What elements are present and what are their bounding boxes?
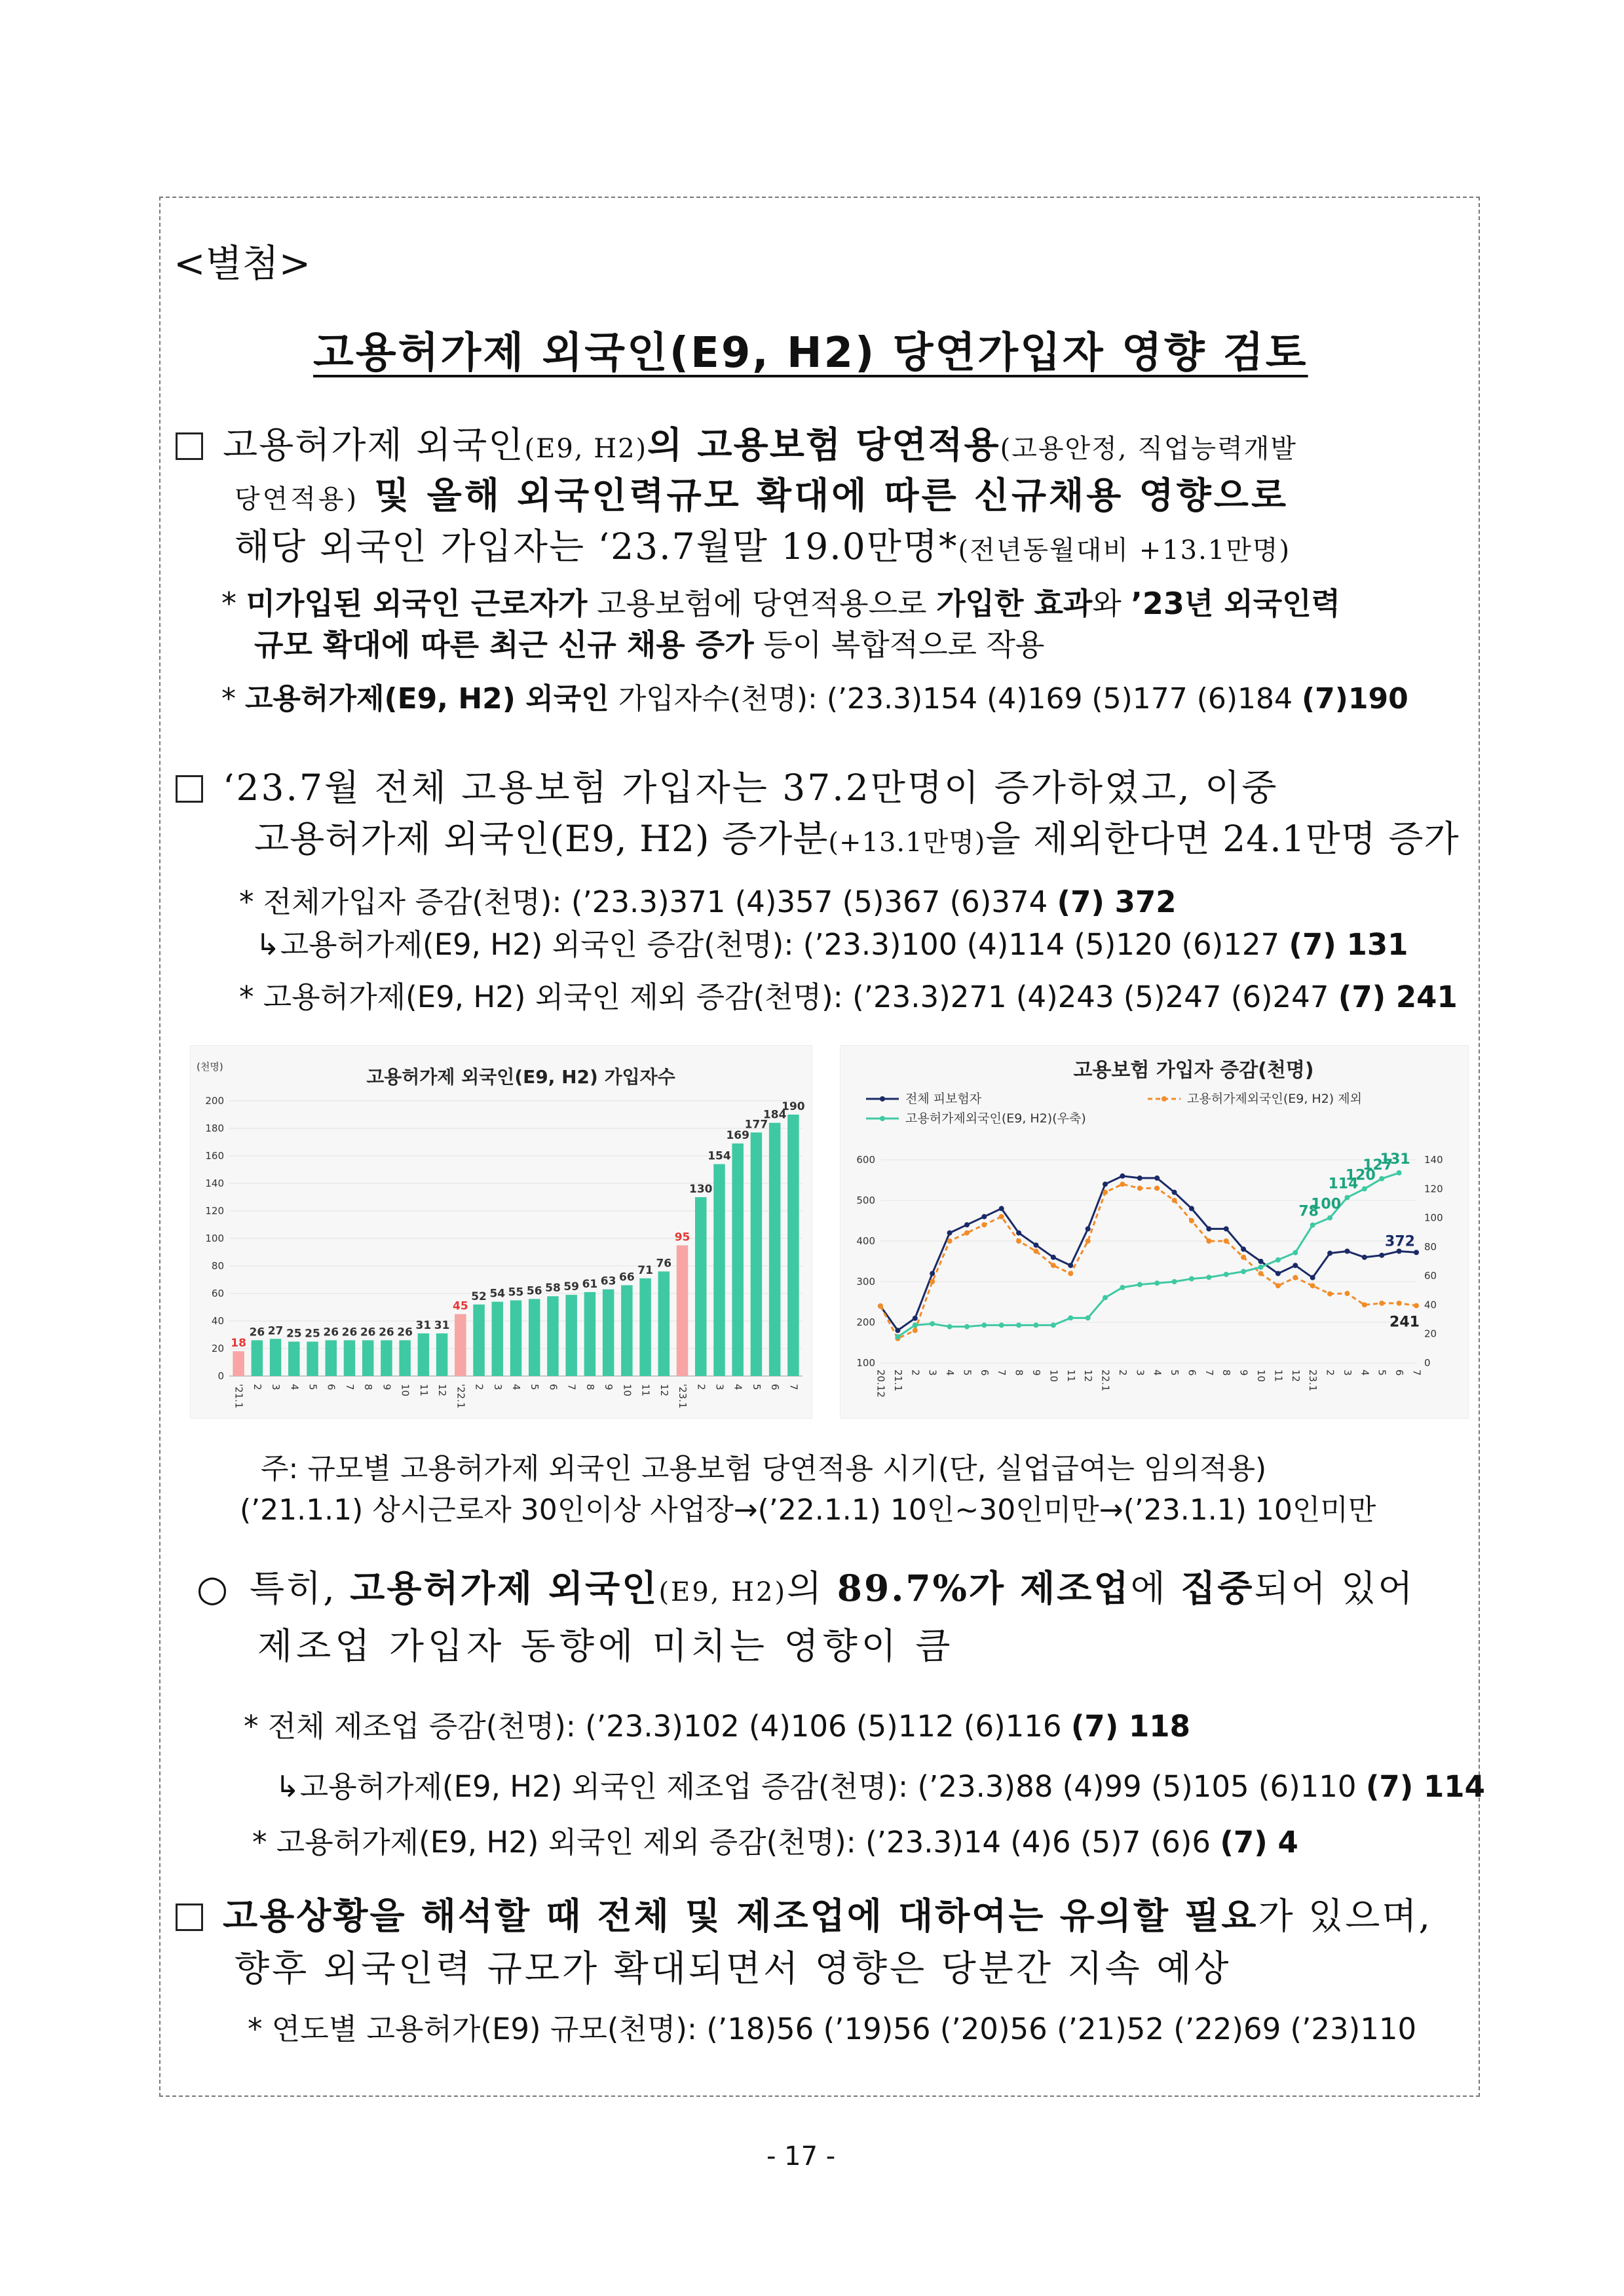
chart-1-y-tick: 80	[211, 1260, 224, 1272]
chart-2-x-tick: 3	[1134, 1369, 1146, 1376]
chart-2-x-tick: 9	[1237, 1369, 1250, 1376]
chart-2-point	[1016, 1231, 1021, 1236]
chart-1-x-tick: 5	[307, 1384, 319, 1390]
chart-2-point	[930, 1279, 935, 1284]
chart-1-x-tick: '23.1	[677, 1384, 689, 1409]
chart-1-bar	[399, 1340, 411, 1376]
bullet-circle-icon: ○	[197, 1567, 230, 1609]
chart-1-x-tick: 2	[473, 1384, 485, 1390]
chart-1-bar	[658, 1271, 670, 1376]
chart-2-point	[1086, 1226, 1091, 1231]
chart-1-bar	[713, 1164, 725, 1376]
chart-2-x-tick: 10	[1048, 1369, 1060, 1383]
section-1-note-1a: * 미가입된 외국인 근로자가 고용보험에 당연적용으로 가입한 효과와 ’23년 외국인력	[221, 586, 1341, 621]
chart-2-point-label: 120	[1345, 1167, 1376, 1184]
chart-2-legend-marker	[1161, 1096, 1167, 1101]
chart-1-data-label: 26	[379, 1326, 394, 1339]
chart-2-point	[1016, 1322, 1021, 1328]
chart-1-bar	[270, 1339, 282, 1376]
chart-2-point	[1051, 1255, 1056, 1260]
chart-2-point	[1103, 1295, 1108, 1300]
chart-1-x-tick: 5	[750, 1384, 763, 1390]
chart-1-bar	[639, 1278, 651, 1376]
chart-1-data-label: 66	[619, 1271, 635, 1284]
chart-1-y-tick: 60	[211, 1288, 224, 1299]
section-1-line-2: 당연적용) 및 올해 외국인력규모 확대에 따른 신규채용 영향으로	[235, 474, 1289, 516]
chart-2-point	[947, 1231, 953, 1236]
chart-2-point	[947, 1238, 953, 1244]
chart-1-y-tick: 40	[211, 1315, 224, 1327]
section-4-line-2: 향후 외국인력 규모가 확대되면서 영향은 당분간 지속 예상	[235, 1947, 1232, 1989]
chart-1-bar	[381, 1340, 392, 1376]
chart-1-data-label: 52	[471, 1290, 487, 1303]
chart-2-point	[895, 1328, 900, 1333]
chart-1-x-tick: 7	[343, 1384, 356, 1390]
chart-2-x-tick: 5	[1376, 1369, 1388, 1376]
chart-1-data-label: 26	[341, 1326, 358, 1339]
chart-2-point	[1344, 1291, 1350, 1296]
chart-2-point	[964, 1231, 970, 1236]
section-2-note-2: ↳고용허가제(E9, H2) 외국인 증감(천명): (’23.3)100 (4)114 (5)120 (6)127 (7) 131	[255, 927, 1408, 962]
chart-2-point	[895, 1334, 900, 1339]
chart-1-x-tick: 3	[491, 1384, 504, 1390]
chart-1-data-label: 31	[415, 1318, 432, 1332]
chart-2-point	[1224, 1238, 1229, 1244]
chart-2-point	[878, 1303, 883, 1309]
chart-1-bar	[547, 1296, 559, 1376]
chart-note-line-2: (’21.1.1) 상시근로자 30인이상 사업장→(’22.1.1) 10인~30인미만→(’23.1.1) 10인미만	[240, 1493, 1376, 1527]
chart-1-y-tick: 0	[217, 1370, 224, 1382]
page-number: - 17 -	[766, 2141, 836, 2172]
chart-2-x-tick: 23.1	[1307, 1369, 1319, 1392]
chart-2-point	[1241, 1246, 1246, 1252]
chart-1-bar	[455, 1314, 466, 1377]
chart-1-data-label: 190	[782, 1100, 805, 1113]
chart-1-data-label: 26	[249, 1326, 265, 1339]
chart-2-point	[1310, 1283, 1315, 1288]
chart-2-x-tick: 12	[1289, 1369, 1302, 1383]
chart-1-x-tick: 9	[603, 1384, 615, 1390]
chart-1-x-tick: 12	[658, 1384, 670, 1397]
chart-2-point	[1379, 1301, 1384, 1306]
chart-2-point	[1016, 1238, 1021, 1244]
chart-2-point	[1258, 1271, 1264, 1276]
chart-1-data-label: 59	[563, 1280, 580, 1294]
chart-2-point	[913, 1328, 918, 1333]
chart-1-bar	[787, 1115, 799, 1376]
chart-1-x-tick: 2	[251, 1384, 263, 1390]
chart-2-point	[981, 1222, 987, 1227]
section-4-note-1: * 연도별 고용허가(E9) 규모(천명): (’18)56 (’19)56 (’20)56 (’21)52 (’22)69 (’23)110	[248, 2012, 1417, 2046]
chart-1-x-tick: 11	[639, 1384, 652, 1397]
chart-1-x-tick: '21.1	[233, 1384, 245, 1409]
chart-2-point	[1103, 1190, 1108, 1195]
chart-1-x-tick: '22.1	[455, 1384, 467, 1409]
chart-2-point	[1224, 1272, 1229, 1277]
chart-1-bar	[473, 1305, 485, 1376]
chart-2-x-tick: 8	[1220, 1369, 1233, 1376]
chart-2-x-tick: 21.1	[892, 1369, 904, 1392]
chart-1-data-label: 61	[582, 1277, 598, 1291]
chart-note-line-1: 주: 규모별 고용허가제 외국인 고용보험 당연적용 시기(단, 실업급여는 임의적용)	[261, 1452, 1267, 1485]
chart-2-title: 고용보험 가입자 증감(천명)	[1073, 1059, 1314, 1082]
chart-2-x-tick: 7	[1410, 1369, 1423, 1376]
chart-2-point	[913, 1322, 918, 1328]
chart-2-point	[1086, 1315, 1091, 1320]
chart-2-point	[1068, 1271, 1073, 1276]
section-3-note-1: * 전체 제조업 증감(천명): (’23.3)102 (4)106 (5)112 (6)116 (7) 118	[244, 1709, 1190, 1744]
chart-2-point	[1206, 1274, 1211, 1280]
chart-1-x-tick: 11	[417, 1384, 430, 1397]
chart-2-point	[913, 1316, 918, 1321]
chart-1-bar	[288, 1342, 300, 1377]
chart-2-x-tick: 8	[1013, 1369, 1025, 1376]
chart-2-point	[1241, 1269, 1246, 1274]
checkbox-square-icon	[176, 775, 203, 803]
chart-2-point	[1206, 1238, 1211, 1244]
chart-2-point	[1293, 1263, 1298, 1268]
chart-2-point	[1189, 1276, 1194, 1282]
chart-2-point	[1258, 1265, 1264, 1270]
chart-2-y-right-tick: 20	[1424, 1328, 1437, 1340]
chart-1-x-tick: 4	[732, 1384, 744, 1390]
section-2-line-2: 고용허가제 외국인(E9, H2) 증가분(+13.1만명)을 제외한다면 24.1만명 증가	[254, 818, 1460, 860]
chart-1-data-label: 31	[434, 1318, 450, 1332]
section-1-line-1: 고용허가제 외국인(E9, H2)의 고용보험 당연적용(고용안정, 직업능력개발	[176, 416, 1297, 468]
chart-1-x-tick: 6	[325, 1384, 337, 1390]
chart-2-point	[1137, 1176, 1142, 1181]
chart-2-point	[1051, 1263, 1056, 1268]
chart-1-y-tick: 200	[205, 1095, 224, 1107]
chart-2-point	[1310, 1275, 1315, 1280]
chart-2-x-tick: 7	[996, 1369, 1008, 1376]
chart-2-end-label-total: 372	[1385, 1233, 1415, 1250]
chart-1-y-tick: 140	[205, 1177, 224, 1189]
chart-1-data-label: 71	[637, 1263, 653, 1277]
chart-2-y-right-tick: 0	[1424, 1357, 1431, 1369]
chart-1-bar	[418, 1333, 430, 1376]
chart-2-legend-label: 전체 피보험자	[905, 1092, 982, 1106]
chart-2-point	[1051, 1322, 1056, 1328]
chart-2-point	[1172, 1279, 1177, 1284]
chart-2-point	[1414, 1303, 1419, 1309]
chart-1-bar	[751, 1132, 763, 1376]
chart-2-y-right-tick: 80	[1424, 1240, 1437, 1253]
chart-1-x-tick: 8	[362, 1384, 375, 1390]
chart-2-point	[930, 1321, 935, 1326]
chart-1-bar	[436, 1333, 448, 1376]
chart-1-x-tick: 4	[510, 1384, 522, 1390]
chart-2-y-left-tick: 200	[856, 1316, 875, 1328]
chart-2-y-left-tick: 600	[856, 1154, 875, 1166]
chart-2-point	[1258, 1259, 1264, 1264]
chart-2-point	[1086, 1238, 1091, 1244]
chart-2-point	[1241, 1255, 1246, 1260]
chart-1-title: 고용허가제 외국인(E9, H2) 가입자수	[366, 1066, 675, 1088]
chart-1-data-label: 63	[600, 1274, 616, 1288]
chart-2-point	[1120, 1181, 1125, 1187]
chart-1-bar	[584, 1292, 596, 1376]
chart-2-point-label: 100	[1311, 1196, 1342, 1213]
attachment-label: <별첨>	[174, 241, 311, 286]
chart-1-bar	[603, 1290, 614, 1376]
chart-2-x-tick: 2	[1116, 1369, 1129, 1376]
chart-2-point	[1327, 1292, 1332, 1297]
chart-2-point	[1344, 1249, 1350, 1254]
chart-2-point-label: 127	[1363, 1157, 1393, 1174]
chart-2-point	[1189, 1206, 1194, 1211]
chart-2-point	[964, 1324, 970, 1330]
chart-1-x-tick: 3	[270, 1384, 282, 1390]
chart-1-data-label: 55	[508, 1286, 524, 1299]
section-3-line-2: 제조업 가입자 동향에 미치는 영향이 큼	[257, 1625, 954, 1667]
chart-2-x-tick: 11	[1272, 1369, 1285, 1383]
chart-2-legend-label: 고용허가제외국인(E9, H2) 제외	[1187, 1092, 1362, 1106]
chart-1-y-tick: 100	[205, 1233, 224, 1244]
chart-1-x-tick: 5	[529, 1384, 541, 1390]
chart-2-y-left-tick: 100	[856, 1357, 875, 1369]
section-4-line-1: 고용상황을 해석할 때 전체 및 제조업에 대하여는 유의할 필요가 있으며,	[176, 1887, 1432, 1939]
chart-2-y-right-tick: 120	[1424, 1183, 1443, 1195]
chart-2-x-tick: 3	[1341, 1369, 1353, 1376]
chart-2-point	[1206, 1226, 1211, 1231]
chart-2-y-left-tick: 300	[856, 1276, 875, 1288]
section-2-line-1: ‘23.7월 전체 고용보험 가입자는 37.2만명이 증가하였고, 이중	[176, 759, 1279, 811]
chart-1-bar	[510, 1301, 522, 1377]
chart-2-point	[1327, 1215, 1332, 1221]
chart-2-point	[1033, 1249, 1038, 1254]
chart-2-point-label: 114	[1328, 1176, 1359, 1193]
checkbox-square-icon	[176, 1904, 203, 1931]
chart-2-x-tick: 6	[1186, 1369, 1198, 1376]
chart-2-point	[1362, 1255, 1367, 1260]
chart-2-point	[1154, 1280, 1160, 1286]
chart-2-x-tick: 22.1	[1099, 1369, 1112, 1392]
chart-1-x-tick: 3	[713, 1384, 726, 1390]
chart-2-point	[1327, 1251, 1332, 1256]
chart-1-x-tick: 2	[695, 1384, 708, 1390]
chart-1-x-tick: 10	[621, 1384, 633, 1397]
chart-1-bar	[307, 1342, 318, 1377]
chart-2-point	[1172, 1190, 1177, 1195]
chart-2-legend-label: 고용허가제외국인(E9, H2)(우축)	[905, 1111, 1086, 1126]
chart-2-end-label-excl: 241	[1389, 1314, 1420, 1331]
chart-2-point	[1379, 1176, 1384, 1181]
chart-2-point	[1362, 1302, 1367, 1307]
chart-1-bar	[325, 1340, 337, 1376]
chart-1-bar	[695, 1197, 707, 1376]
chart-1-bar	[233, 1351, 244, 1376]
chart-1-bar	[769, 1123, 781, 1376]
chart-1-x-tick: 8	[584, 1384, 596, 1390]
chart-1-data-label: 177	[744, 1118, 768, 1132]
chart-1-bar	[677, 1246, 689, 1377]
chart-2-y-right-tick: 60	[1424, 1270, 1437, 1282]
checkbox-square-icon	[176, 432, 203, 460]
section-3-note-2: ↳고용허가제(E9, H2) 외국인 제조업 증감(천명): (’23.3)88 (4)99 (5)105 (6)110 (7) 114	[275, 1769, 1485, 1804]
chart-2-x-tick: 9	[1030, 1369, 1042, 1376]
chart-2-x-tick: 6	[1393, 1369, 1406, 1376]
bar-chart-enrollees	[190, 1045, 812, 1419]
chart-1-bar	[362, 1340, 374, 1376]
chart-2-point	[1068, 1263, 1073, 1268]
chart-1-y-unit: (천명)	[197, 1061, 223, 1073]
chart-2-point	[999, 1206, 1004, 1211]
chart-1-data-label: 18	[231, 1337, 246, 1350]
line-chart-enrollment-change	[840, 1045, 1469, 1419]
chart-2-point	[1033, 1242, 1038, 1248]
chart-1-bar	[252, 1340, 263, 1376]
chart-2-point	[1379, 1253, 1384, 1258]
chart-2-x-tick: 5	[1169, 1369, 1181, 1376]
chart-2-point	[981, 1214, 987, 1219]
chart-2-x-tick: 6	[978, 1369, 991, 1376]
chart-1-x-tick: 6	[547, 1384, 559, 1390]
chart-2-point	[999, 1214, 1004, 1219]
chart-1-bar	[529, 1299, 540, 1376]
chart-2-point	[1397, 1301, 1402, 1306]
chart-2-y-right-tick: 100	[1424, 1212, 1443, 1224]
chart-2-y-left-tick: 400	[856, 1235, 875, 1247]
chart-1-data-label: 76	[656, 1257, 672, 1271]
chart-2-point	[1154, 1176, 1160, 1181]
chart-2-x-tick: 2	[1324, 1369, 1336, 1376]
chart-2-point	[947, 1324, 953, 1330]
chart-1-data-label: 26	[323, 1326, 339, 1339]
chart-2-point	[1137, 1185, 1142, 1191]
section-2-note-1: * 전체가입자 증감(천명): (’23.3)371 (4)357 (5)367 (6)374 (7) 372	[239, 885, 1177, 919]
chart-2-point	[1275, 1283, 1281, 1288]
chart-1-data-label: 184	[763, 1108, 787, 1122]
chart-2-y-right-tick: 40	[1424, 1299, 1437, 1311]
chart-2-x-tick: 4	[1151, 1369, 1163, 1376]
chart-2-x-tick: 4	[944, 1369, 956, 1376]
chart-2-x-tick: 11	[1065, 1369, 1077, 1383]
chart-1-bar	[565, 1295, 577, 1376]
chart-1-data-label: 26	[360, 1326, 376, 1339]
chart-1-x-tick: 7	[565, 1384, 578, 1390]
section-3-line-1: ○ 특히, 고용허가제 외국인(E9, H2)의 89.7%가 제조업에 집중되어 있어	[197, 1567, 1415, 1609]
chart-1-data-label: 169	[726, 1129, 749, 1143]
chart-2-point	[981, 1322, 987, 1328]
chart-2-point	[1362, 1186, 1367, 1191]
chart-2-point	[1189, 1218, 1194, 1223]
chart-2-point	[1137, 1282, 1142, 1287]
chart-1-bar	[732, 1143, 744, 1376]
chart-1-x-tick: 9	[381, 1384, 393, 1390]
chart-2-x-tick: 3	[926, 1369, 939, 1376]
chart-2-point	[1224, 1226, 1229, 1231]
chart-2-point	[999, 1322, 1004, 1328]
chart-1-data-label: 25	[286, 1327, 302, 1341]
chart-2-point	[1068, 1315, 1073, 1320]
chart-1-data-label: 95	[674, 1231, 690, 1244]
chart-2-point	[1275, 1271, 1281, 1276]
chart-1-x-tick: 4	[288, 1384, 301, 1390]
chart-1-y-tick: 120	[205, 1205, 224, 1217]
chart-1-data-label: 27	[267, 1324, 284, 1338]
chart-2-x-tick: 2	[909, 1369, 922, 1376]
chart-2-y-right-tick: 140	[1424, 1154, 1443, 1166]
chart-2-x-tick: 20.12	[875, 1369, 887, 1398]
chart-1-x-tick: 10	[399, 1384, 411, 1397]
chart-2-point	[1033, 1322, 1038, 1328]
section-1-line-3: 해당 외국인 가입자는 ‘23.7월말 19.0만명*(전년동월대비 +13.1만명)	[235, 526, 1291, 567]
chart-2-x-tick: 4	[1359, 1369, 1371, 1376]
chart-1-bar	[344, 1340, 356, 1376]
chart-2-x-tick: 7	[1203, 1369, 1215, 1376]
chart-2-y-left-tick: 500	[856, 1195, 875, 1206]
chart-1-data-label: 25	[305, 1327, 320, 1341]
chart-2-legend-marker	[880, 1096, 885, 1101]
chart-2-point	[1293, 1250, 1298, 1255]
chart-2-point	[1172, 1198, 1177, 1203]
section-1-note-1b: 규모 확대에 따른 최근 신규 채용 증가 등이 복합적으로 작용	[254, 627, 1045, 662]
chart-1-data-label: 154	[708, 1149, 731, 1163]
section-2-note-3: * 고용허가제(E9, H2) 외국인 제외 증감(천명): (’23.3)271 (4)243 (5)247 (6)247 (7) 241	[239, 980, 1458, 1014]
chart-2-point	[1310, 1223, 1315, 1228]
chart-1-y-tick: 180	[205, 1122, 224, 1134]
chart-2-point	[1293, 1275, 1298, 1280]
page-title: 고용허가제 외국인(E9, H2) 당연가입자 영향 검토	[313, 329, 1308, 377]
chart-1-y-tick: 20	[211, 1343, 224, 1354]
chart-1-x-tick: 7	[787, 1384, 800, 1390]
chart-2-point	[1103, 1181, 1108, 1187]
chart-2-x-tick: 5	[961, 1369, 973, 1376]
chart-2-point	[964, 1222, 970, 1227]
section-3-note-3: * 고용허가제(E9, H2) 외국인 제외 증감(천명): (’23.3)14 (4)6 (5)7 (6)6 (7) 4	[252, 1825, 1298, 1860]
chart-2-point-label: 131	[1380, 1151, 1410, 1168]
chart-2-x-tick: 10	[1255, 1369, 1268, 1383]
chart-2-point	[1154, 1185, 1160, 1191]
chart-2-point	[1275, 1257, 1281, 1263]
chart-2-x-tick: 12	[1082, 1369, 1095, 1383]
chart-2-point	[1120, 1285, 1125, 1290]
chart-2-point-label: 78	[1298, 1203, 1319, 1220]
chart-1-data-label: 45	[452, 1299, 468, 1313]
section-1-note-2: * 고용허가제(E9, H2) 외국인 가입자수(천명): (’23.3)154 (4)169 (5)177 (6)184 (7)190	[221, 682, 1408, 716]
chart-2-point	[1414, 1250, 1419, 1255]
chart-2-point	[1397, 1170, 1402, 1176]
chart-1-data-label: 58	[545, 1282, 561, 1295]
chart-1-data-label: 130	[689, 1183, 713, 1196]
chart-1-x-tick: 6	[769, 1384, 782, 1390]
chart-1-y-tick: 160	[205, 1150, 224, 1162]
chart-1-bar	[621, 1285, 633, 1376]
chart-2-legend-marker	[880, 1116, 885, 1121]
chart-1-data-label: 56	[526, 1284, 542, 1298]
chart-2-point	[1120, 1174, 1125, 1179]
chart-1-data-label: 54	[489, 1287, 506, 1301]
chart-2-point	[1344, 1195, 1350, 1200]
chart-1-x-tick: 12	[436, 1384, 449, 1397]
chart-1-data-label: 26	[397, 1326, 413, 1339]
chart-1-bar	[492, 1302, 504, 1376]
